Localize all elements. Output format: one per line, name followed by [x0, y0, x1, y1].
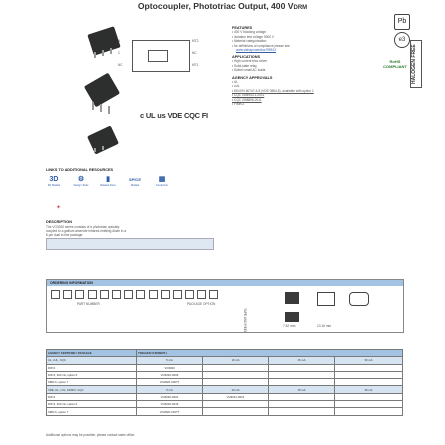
table-cell: SMD-6, option 7 — [47, 408, 137, 415]
agency-item: • cUL — [232, 84, 386, 89]
table-subheader: 30 mA — [335, 357, 403, 364]
pin-label: NC — [192, 51, 197, 55]
part-number-label: PART NUMBER — [77, 302, 100, 306]
table-cell: VO3020-X007T — [137, 379, 203, 386]
document-icon: ▮ — [106, 176, 110, 183]
pin-label: NC — [118, 63, 123, 67]
table-row — [47, 393, 403, 400]
table-subheader: 5 mA — [137, 357, 203, 364]
resource-label: 3D Models — [47, 184, 61, 187]
table-cell: VO3021-X001 — [203, 393, 269, 400]
pin-label: MT1 — [192, 63, 199, 67]
table-cell: VO3020 — [137, 364, 203, 371]
table-subheader: UL, cUL, CQC — [47, 357, 137, 364]
feature-item: • Isolation test voltage 5300 V — [232, 35, 386, 40]
cert-mark: VDE — [167, 111, 182, 120]
table-row — [47, 408, 403, 415]
table-cell — [269, 401, 335, 408]
halogen-free-badge: HALOGEN FREE — [410, 40, 422, 88]
table-cell — [269, 371, 335, 378]
package-option-label: PACKAGE OPTION — [187, 302, 216, 306]
description-line: The VO3020 series consists of a phototriac optically — [46, 225, 120, 229]
description-heading: DESCRIPTION — [46, 220, 72, 224]
feature-item: • 400 V blocking voltage — [232, 30, 386, 35]
table-cell: DIP-6, 400 mil, option 6 — [47, 401, 137, 408]
spice-icon: SPICE — [128, 177, 141, 182]
table-row — [47, 364, 403, 371]
table-row — [47, 401, 403, 408]
code-box — [173, 290, 182, 299]
table-cell: VO3020-X017T — [137, 408, 203, 415]
application-item: • Switch small AC loads — [232, 68, 386, 73]
code-box — [51, 290, 60, 299]
table-cell: DIP-6 — [47, 364, 137, 371]
cert-mark: us — [157, 111, 166, 120]
table-cell — [269, 364, 335, 371]
code-box — [75, 290, 84, 299]
pin-label: A — [118, 39, 121, 43]
table-cell — [269, 393, 335, 400]
e3-icon: e3 — [394, 32, 410, 48]
cube-icon: 3D — [49, 176, 59, 183]
title-text: Optocoupler, Phototriac Output, 400 V — [137, 1, 294, 11]
table-cell: SMD-6, option 7 — [47, 379, 137, 386]
footprint-icon: ▦ — [158, 176, 166, 183]
table-subheader: 30 mA — [335, 386, 403, 393]
table-cell — [335, 371, 403, 378]
table-header: AGENCY CERTIFIED / PACKAGE — [47, 350, 137, 357]
applications-heading: APPLICATIONS — [232, 55, 260, 59]
code-box — [88, 290, 97, 299]
table-subheader: 10 mA — [203, 386, 269, 393]
tape-reel-label: TAPE AND REEL — [243, 308, 247, 333]
table-cell: VO3020-X001 — [137, 393, 203, 400]
table-row — [47, 371, 403, 378]
cert-mark: FI — [201, 111, 208, 120]
description-line: coupled to a gallium arsenide infrared-emitting diode in a — [46, 228, 127, 233]
table-cell — [203, 401, 269, 408]
dip-wide-package-drawing — [317, 292, 335, 306]
table-header: TRIGGER CURRENT, I — [137, 350, 403, 357]
application-item: • High current triac driver — [232, 59, 386, 64]
table-cell — [335, 364, 403, 371]
resource-3d-models[interactable] — [46, 176, 62, 200]
rohs-badge: RoHS COMPLIANT — [383, 59, 407, 69]
table-cell — [203, 371, 269, 378]
application-item: • Solid-state relay — [232, 64, 386, 69]
table-cell — [203, 408, 269, 415]
code-box — [185, 290, 194, 299]
table-subheader: 15 mA — [269, 386, 335, 393]
resource-label: Models — [130, 184, 140, 187]
resource-label: Footprints — [156, 184, 168, 187]
sparkle-icon: ✦ — [56, 205, 62, 211]
code-box — [197, 290, 206, 299]
table-subheader: 10 mA — [203, 357, 269, 364]
agency-item: • UL — [232, 80, 386, 85]
code-box — [161, 290, 170, 299]
features-heading: FEATURES — [232, 26, 253, 30]
cert-mark: CQC — [183, 111, 200, 120]
title-subscript: DRM — [293, 5, 308, 11]
table-cell — [203, 364, 269, 371]
resource-related-docs[interactable] — [100, 176, 116, 200]
certification-marks — [140, 111, 220, 121]
table-subheader: VDE, UL, cUL, FIMKO, CQC — [47, 386, 137, 393]
resource-design-tools[interactable] — [73, 176, 89, 200]
table-row — [47, 379, 403, 386]
code-box — [124, 290, 133, 299]
description-figure — [46, 238, 214, 250]
page-title — [0, 1, 445, 11]
part-code-boxes — [51, 290, 218, 299]
resource-label: Design Tools — [73, 184, 89, 187]
table-cell — [269, 379, 335, 386]
resource-footprints[interactable] — [154, 176, 170, 200]
feature-item: • for definitions of compliance please see — [232, 44, 386, 49]
product-photo-smd — [84, 128, 126, 158]
resource-spice-models[interactable] — [127, 176, 143, 200]
ordering-heading: ORDERING INFORMATION — [47, 280, 403, 286]
code-box — [209, 290, 218, 299]
code-box — [136, 290, 145, 299]
footnote: Additional options may be possible, please contact sales office. — [46, 433, 136, 437]
pin-label: MT2 — [192, 39, 199, 43]
agency-item[interactable]: • CQC GB4943.1-2011 — [232, 93, 386, 98]
pin-label: C — [118, 51, 121, 55]
lead-dim-label: 10.16 mm — [317, 324, 332, 328]
table-cell: DIP-6 — [47, 393, 137, 400]
code-box — [149, 290, 158, 299]
cert-mark: c — [140, 111, 144, 120]
smd-package-drawing — [349, 292, 369, 306]
agency-item[interactable]: • DIN EN 60747-5-5 (VDE 0884-5), available with option 1 — [232, 89, 386, 94]
code-box — [100, 290, 109, 299]
lead-dim-label: 7.62 mm — [283, 324, 296, 328]
table-cell — [335, 408, 403, 415]
compliance-link[interactable]: www.vishay.com/doc?99912 — [236, 48, 276, 52]
table-cell: DIP-6, 400 mil, option 6 — [47, 371, 137, 378]
table-cell — [203, 379, 269, 386]
schematic-diagram — [118, 36, 204, 88]
description-line: 6-pin dual in-line package. — [46, 232, 84, 237]
code-box — [112, 290, 121, 299]
table-subheader: 5 mA — [137, 386, 203, 393]
description-text — [46, 226, 126, 237]
table-cell: VO3020-X016 — [137, 401, 203, 408]
resources-row — [46, 176, 174, 200]
table-subheader: 15 mA — [269, 357, 335, 364]
tools-icon: ⚙ — [77, 176, 85, 183]
agency-heading: AGENCY APPROVALS — [232, 75, 273, 80]
table-cell — [335, 393, 403, 400]
features-section — [232, 26, 386, 107]
resources-heading: LINKS TO ADDITIONAL RESOURCES — [46, 168, 114, 172]
ordering-information — [46, 279, 404, 333]
pb-free-icon: Pb — [394, 14, 410, 30]
table-cell — [335, 379, 403, 386]
code-box — [63, 290, 72, 299]
agency-item: • FIMKO — [232, 102, 386, 107]
agency-item[interactable]: • CQC GB8898-2011 — [232, 98, 386, 103]
agency-package-table — [46, 349, 403, 416]
table-cell: VO3020-X006 — [137, 371, 203, 378]
resource-label: Related Docs — [100, 184, 116, 187]
table-cell — [335, 401, 403, 408]
cert-mark: UL — [145, 111, 156, 120]
table-cell — [269, 408, 335, 415]
dip-package-drawing — [285, 292, 299, 304]
feature-item: • Material categorization: — [232, 39, 386, 44]
smd-package-photo — [285, 312, 299, 322]
